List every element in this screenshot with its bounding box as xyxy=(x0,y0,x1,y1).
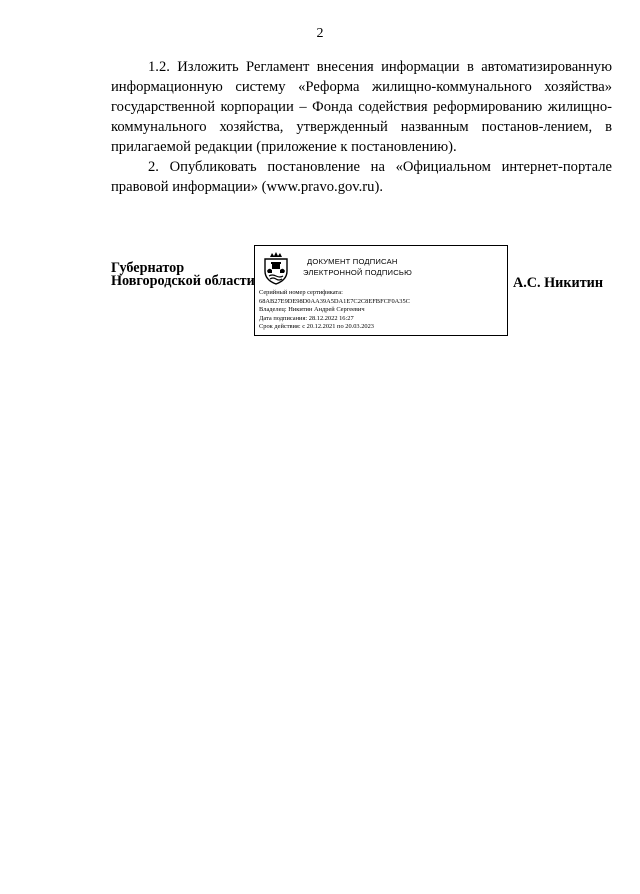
signer-name: А.С. Никитин xyxy=(513,275,604,291)
stamp-heading-line-2: ЭЛЕКТРОННОЙ ПОДПИСЬЮ xyxy=(303,268,412,277)
page-number: 2 xyxy=(316,26,324,41)
signer-position xyxy=(111,262,255,288)
document-body xyxy=(111,57,612,197)
stamp-heading xyxy=(303,256,503,278)
serial-label: Серийный номер сертификата: xyxy=(259,289,343,296)
signing-date: Дата подписания: 28.12.2022 16:27 xyxy=(259,314,354,322)
paragraph-2: 2. Опубликовать постановление на «Официальном интернет-портале правовой информации» (www.pravo.gov.ru). xyxy=(111,159,612,195)
signer-position-line-2: Новгородской области xyxy=(111,273,255,289)
paragraph-1-2: 1.2. Изложить Регламент внесения информации в автоматизированную информационную систему «Реформа жилищно-коммунального хозяйства» государственной корпорации – Фонда содействия реформированию жилищно-коммунального хозяйства, утвержденный названным постанов-лением, в прилагаемой редакции (приложение к постановлению). xyxy=(111,59,612,155)
certificate-validity: Срок действия: с 20.12.2021 по 20.03.2023 xyxy=(259,323,375,331)
certificate-details xyxy=(259,289,505,332)
serial-value: 68AB27E9DE98D0AA39A5DA1E7C2C8EFBFCF0A35C xyxy=(259,297,410,305)
certificate-owner: Владелец: Никитин Андрей Сергеевич xyxy=(259,306,365,314)
stamp-heading-line-1: ДОКУМЕНТ ПОДПИСАН xyxy=(307,257,398,266)
electronic-signature-stamp xyxy=(254,245,508,336)
coat-of-arms-icon xyxy=(261,251,291,285)
signer-position-line-1: Губернатор xyxy=(111,260,185,276)
